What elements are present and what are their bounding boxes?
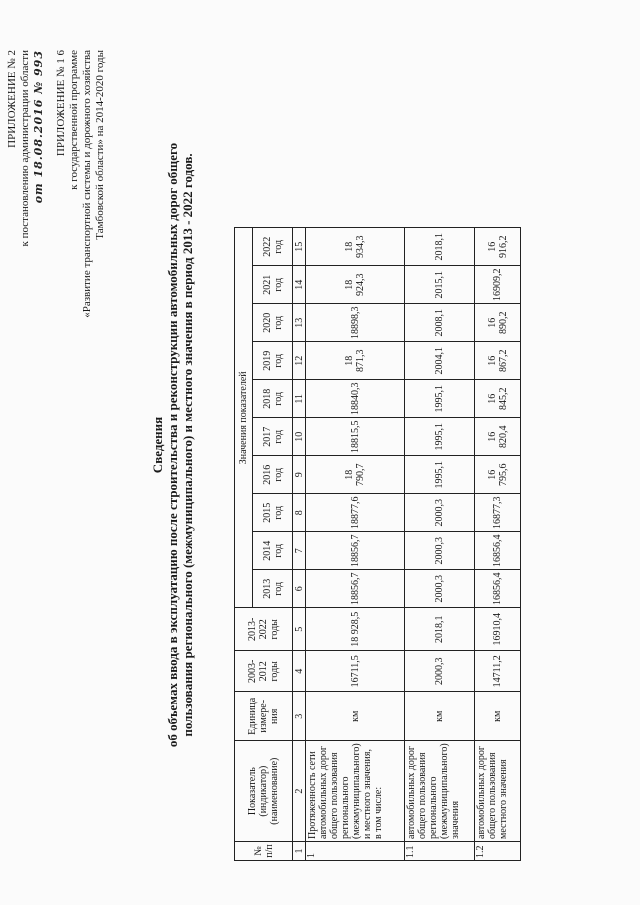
row-year-value: 2000,3: [405, 494, 475, 532]
row-year-value: 2018,1: [405, 228, 475, 266]
row-year-value: 16877,3: [475, 494, 521, 532]
col-num: 14: [293, 266, 306, 304]
header-year: 2020 год: [253, 304, 293, 342]
title-line3: пользования регионального (межмуниципального) и местного значения в период 2013 - 2022 годов.: [180, 153, 195, 737]
appendix-1-line2: «Развитие транспортной системы и дорожного хозяйства: [81, 50, 93, 318]
row-year-value: 16 890,2: [475, 304, 521, 342]
header-year: 2015 год: [253, 494, 293, 532]
row-year-value: 18 871,3: [306, 342, 405, 380]
header-period-2: 2013-2022 годы: [235, 608, 293, 651]
row-year-value: 1995,1: [405, 380, 475, 418]
appendix-1-line1: к государственной программе: [68, 50, 80, 190]
document-title: [150, 25, 195, 865]
col-num: 3: [293, 692, 306, 741]
col-num: 2: [293, 741, 306, 842]
row-year-value: 1995,1: [405, 456, 475, 494]
appendix-2-line1: к постановлению администрации области: [19, 50, 31, 247]
title-line2: об объемах ввода в эксплуатацию после строительства и реконструкции автомобильных дорог общего: [165, 142, 180, 748]
appendix-1-title: ПРИЛОЖЕНИЕ № 1 6: [55, 50, 67, 157]
row-year-value: 16 820,4: [475, 418, 521, 456]
col-num: 11: [293, 380, 306, 418]
col-num: 15: [293, 228, 306, 266]
row-period-2: 18 928,5: [306, 608, 405, 651]
header-year: 2014 год: [253, 532, 293, 570]
row-year-value: 2000,3: [405, 532, 475, 570]
table-row: [405, 228, 475, 861]
header-values-group: Значения показателей: [235, 228, 253, 608]
row-year-value: 18840,3: [306, 380, 405, 418]
row-year-value: 16856,4: [475, 532, 521, 570]
row-unit: км: [475, 692, 521, 741]
data-table: [234, 227, 521, 861]
row-year-value: 16 867,2: [475, 342, 521, 380]
row-year-value: 16 916,2: [475, 228, 521, 266]
header-year: 2021 год: [253, 266, 293, 304]
row-year-value: 18 934,3: [306, 228, 405, 266]
appendix-1-line3: Тамбовской области» на 2014-2020 годы: [94, 50, 106, 240]
header-year: 2022 год: [253, 228, 293, 266]
row-no: 1.2: [475, 842, 521, 861]
row-year-value: 16 845,2: [475, 380, 521, 418]
column-number-row: [293, 228, 306, 861]
col-num: 9: [293, 456, 306, 494]
row-year-value: 2015,1: [405, 266, 475, 304]
table-row: [475, 228, 521, 861]
col-num: 13: [293, 304, 306, 342]
col-num: 5: [293, 608, 306, 651]
appendix-2-block: [6, 50, 45, 247]
table-row: [306, 228, 405, 861]
col-num: 10: [293, 418, 306, 456]
row-year-value: 16856,4: [475, 570, 521, 608]
row-period-1: 14711,2: [475, 651, 521, 692]
col-num: 1: [293, 842, 306, 861]
row-year-value: 18815,5: [306, 418, 405, 456]
row-year-value: 2000,3: [405, 570, 475, 608]
row-year-value: 16 795,6: [475, 456, 521, 494]
row-unit: км: [306, 692, 405, 741]
header-unit: Единица измере-ния: [235, 692, 293, 741]
header-year: 2017 год: [253, 418, 293, 456]
col-num: 6: [293, 570, 306, 608]
title-line1: Сведения: [150, 416, 165, 474]
row-no: 1: [306, 842, 405, 861]
col-num: 4: [293, 651, 306, 692]
row-year-value: 18856,7: [306, 570, 405, 608]
row-year-value: 18856,7: [306, 532, 405, 570]
appendix-1-block: [55, 50, 107, 318]
col-num: 7: [293, 532, 306, 570]
header-year: 2018 год: [253, 380, 293, 418]
row-year-value: 2008,1: [405, 304, 475, 342]
header-period-1: 2003-2012 годы: [235, 651, 293, 692]
row-year-value: 18877,6: [306, 494, 405, 532]
row-period-1: 16711,5: [306, 651, 405, 692]
row-indicator: Протяженность сети автомобильных дорог общего пользования регионального (межмуниципального) и местного значения, в том числе:: [306, 741, 405, 842]
header-year: 2016 год: [253, 456, 293, 494]
header-indicator: Показатель (индикатор) (наименование): [235, 741, 293, 842]
row-period-2: 16910,4: [475, 608, 521, 651]
header-year: 2013 год: [253, 570, 293, 608]
header-year: 2019 год: [253, 342, 293, 380]
row-unit: км: [405, 692, 475, 741]
row-period-2: 2018,1: [405, 608, 475, 651]
row-year-value: 16909,2: [475, 266, 521, 304]
row-year-value: 18 790,7: [306, 456, 405, 494]
row-year-value: 2004,1: [405, 342, 475, 380]
row-indicator: автомобильных дорог общего пользования местного значения: [475, 741, 521, 842]
header-no: № п/п: [235, 842, 293, 861]
row-period-1: 2000,3: [405, 651, 475, 692]
appendix-2-date-number: от 18.08.2016 № 993: [32, 50, 45, 204]
appendix-2-title: ПРИЛОЖЕНИЕ № 2: [6, 50, 18, 148]
row-indicator: автомобильных дорог общего пользования регионального (межмуниципального) значения: [405, 741, 475, 842]
row-year-value: 18 924,3: [306, 266, 405, 304]
row-year-value: 18898,3: [306, 304, 405, 342]
col-num: 12: [293, 342, 306, 380]
row-year-value: 1995,1: [405, 418, 475, 456]
row-no: 1.1: [405, 842, 475, 861]
col-num: 8: [293, 494, 306, 532]
